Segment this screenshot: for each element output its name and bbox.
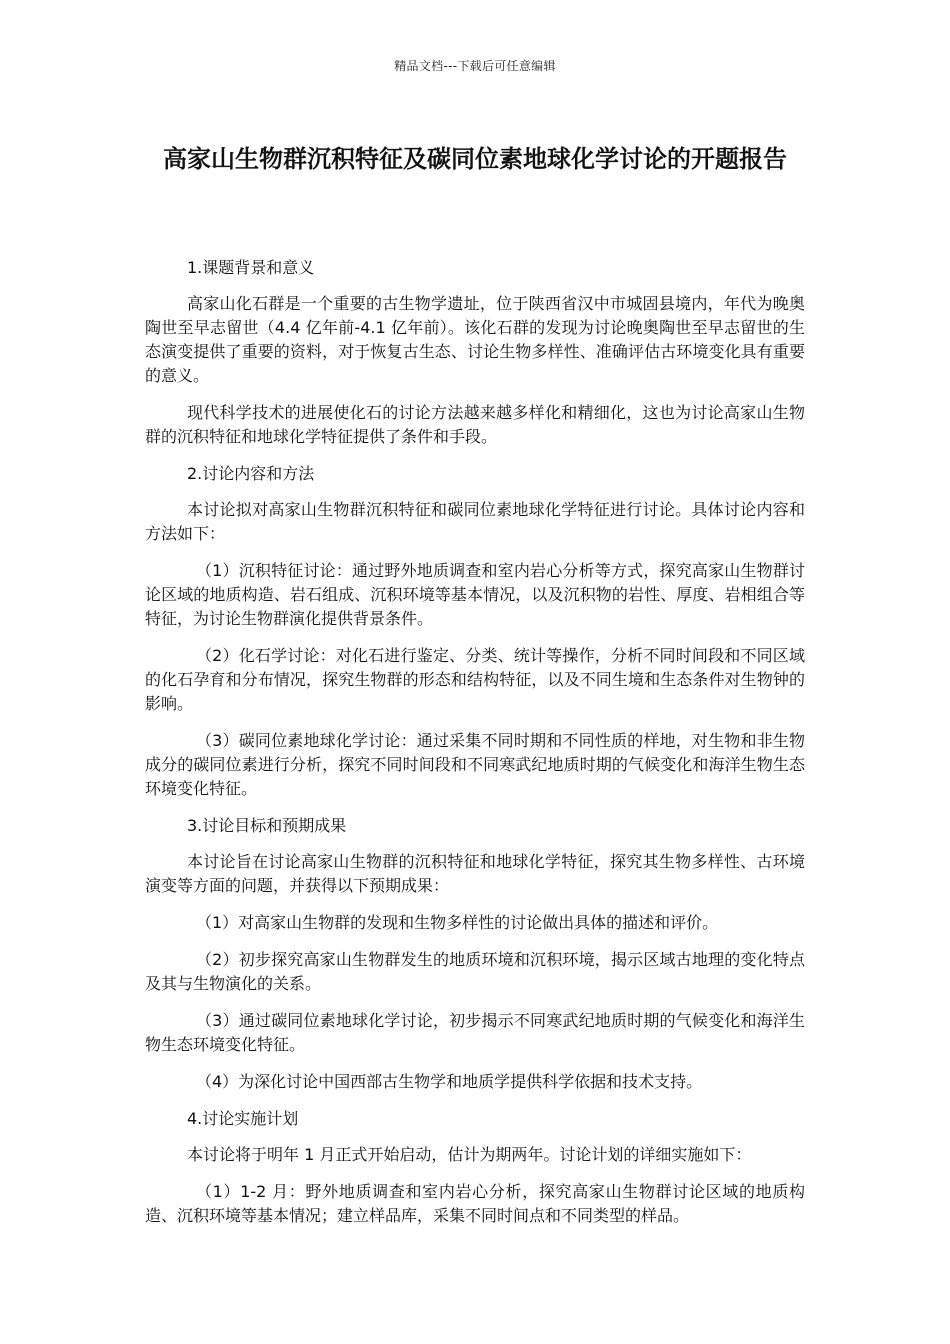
document-body bbox=[145, 256, 805, 1241]
list-item: （1）沉积特征讨论：通过野外地质调查和室内岩心分析等方式，探究高家山生物群讨论区域的地质构造、岩石组成、沉积环境等基本情况，以及沉积物的岩性、厚度、岩相组合等特征，为讨论生物群演化提供背景条件。 bbox=[145, 561, 805, 628]
paragraph: 本讨论旨在讨论高家山生物群的沉积特征和地球化学特征，探究其生物多样性、古环境演变等方面的问题，并获得以下预期成果： bbox=[145, 852, 805, 895]
paragraph: 现代科学技术的进展使化石的讨论方法越来越多样化和精细化，这也为讨论高家山生物群的沉积特征和地球化学特征提供了条件和手段。 bbox=[145, 403, 805, 446]
list-item: （4）为深化讨论中国西部古生物学和地质学提供科学依据和技术支持。 bbox=[196, 1072, 703, 1091]
paragraph: 本讨论拟对高家山生物群沉积特征和碳同位素地球化学特征进行讨论。具体讨论内容和方法如下： bbox=[145, 500, 805, 543]
header-note: 精品文档---下载后可任意编辑 bbox=[394, 59, 556, 73]
section-heading: 4.讨论实施计划 bbox=[187, 1109, 299, 1128]
list-item: （2）初步探究高家山生物群发生的地质环境和沉积环境，揭示区域古地理的变化特点及其与生物演化的关系。 bbox=[145, 950, 805, 993]
list-item: （2）化石学讨论：对化石进行鉴定、分类、统计等操作，分析不同时间段和不同区域的化石孕育和分布情况，探究生物群的形态和结构特征，以及不同生境和生态条件对生物钟的影响。 bbox=[145, 646, 805, 713]
list-item: （3）通过碳同位素地球化学讨论，初步揭示不同寒武纪地质时期的气候变化和海洋生物生态环境变化特征。 bbox=[145, 1011, 805, 1054]
section-heading: 1.课题背景和意义 bbox=[187, 258, 315, 277]
section-heading: 3.讨论目标和预期成果 bbox=[187, 816, 347, 835]
document-title: 高家山生物群沉积特征及碳同位素地球化学讨论的开题报告 bbox=[163, 145, 787, 173]
paragraph: 本讨论将于明年 1 月正式开始启动，估计为期两年。讨论计划的详细实施如下： bbox=[187, 1145, 752, 1164]
section-heading: 2.讨论内容和方法 bbox=[187, 464, 315, 483]
list-item: （1）1-2 月：野外地质调查和室内岩心分析，探究高家山生物群讨论区域的地质构造、沉积环境等基本情况；建立样品库，采集不同时间点和不同类型的样品。 bbox=[145, 1182, 805, 1225]
paragraph: 高家山化石群是一个重要的古生物学遗址，位于陕西省汉中市城固县境内，年代为晚奥陶世至早志留世（4.4 亿年前-4.1 亿年前）。该化石群的发现为讨论晚奥陶世至早志留世的生态演变提供了重要的资料，对于恢复古生态、讨论生物多样性、准确评估古环境变化具有重要的意义。 bbox=[145, 294, 805, 385]
list-item: （3）碳同位素地球化学讨论：通过采集不同时期和不同性质的样地，对生物和非生物成分的碳同位素进行分析，探究不同时间段和不同寒武纪地质时期的气候变化和海洋生物生态环境变化特征。 bbox=[145, 731, 805, 798]
list-item: （1）对高家山生物群的发现和生物多样性的讨论做出具体的描述和评价。 bbox=[196, 913, 719, 932]
